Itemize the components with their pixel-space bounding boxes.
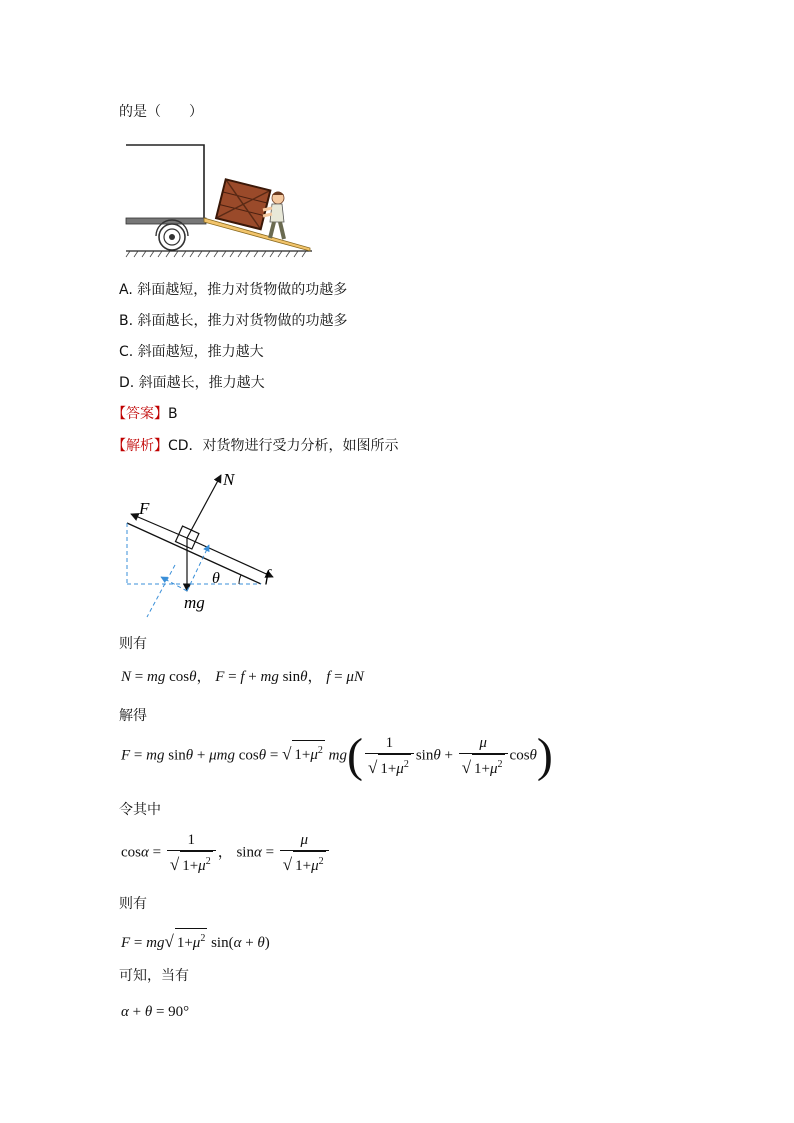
answer-label: 【答案】	[112, 406, 168, 422]
option-d: D. 斜面越长，推力越大	[119, 375, 265, 391]
equation-5: α + θ = 90°	[121, 1004, 190, 1020]
label-f: f	[265, 566, 270, 585]
step-then2: 则有	[119, 896, 147, 912]
step-solve: 解得	[119, 708, 147, 724]
label-theta: θ	[212, 570, 220, 587]
theta-arc	[239, 575, 241, 584]
answer-value: B	[168, 406, 178, 422]
label-N: N	[223, 470, 235, 489]
ground-hatch	[126, 251, 306, 257]
step-then1: 则有	[119, 636, 147, 652]
equation-4: F = mg√ $1+\mu^2$ sin(α + θ)	[121, 928, 270, 953]
label-mg: mg	[184, 593, 205, 612]
label-F: F	[139, 499, 150, 518]
option-c: C. 斜面越短，推力越大	[119, 344, 264, 360]
analysis-text: CD．对货物进行受力分析，如图所示	[168, 438, 399, 454]
force-diagram	[115, 465, 290, 625]
equation-3: cosα = $\frac{1}{√ 1+\mu^2}$ ， sinα = $\frac{\mu}{√ 1+\mu^2}$	[121, 830, 331, 876]
equation-1: N = mg cosθ， F = f + mg sinθ， f = μN	[121, 669, 364, 685]
question-stem: 的是（ ）	[119, 104, 203, 120]
equation-2: F = mg sinθ + μmg cosθ = √ $1+\mu^2$ mg( $\frac{1}{√ 1+\mu^2}$ sinθ + $\frac{\mu}{√ 1+\mu^2}$ cosθ)	[121, 729, 553, 782]
step-let: 令其中	[119, 802, 161, 818]
step-know: 可知，当有	[119, 968, 189, 984]
analysis-line	[112, 437, 399, 455]
truck-body-outline	[126, 145, 204, 218]
wooden-crate	[216, 179, 270, 229]
answer-line	[112, 405, 178, 423]
dashed-extension	[147, 565, 175, 617]
truck-ramp-illustration	[120, 140, 320, 260]
analysis-label: 【解析】	[112, 438, 168, 454]
option-a: A. 斜面越短，推力对货物做的功越多	[119, 282, 348, 298]
friction-arrow	[187, 538, 273, 577]
option-b: B. 斜面越长，推力对货物做的功越多	[119, 313, 348, 329]
normal-force-arrow	[187, 475, 221, 538]
